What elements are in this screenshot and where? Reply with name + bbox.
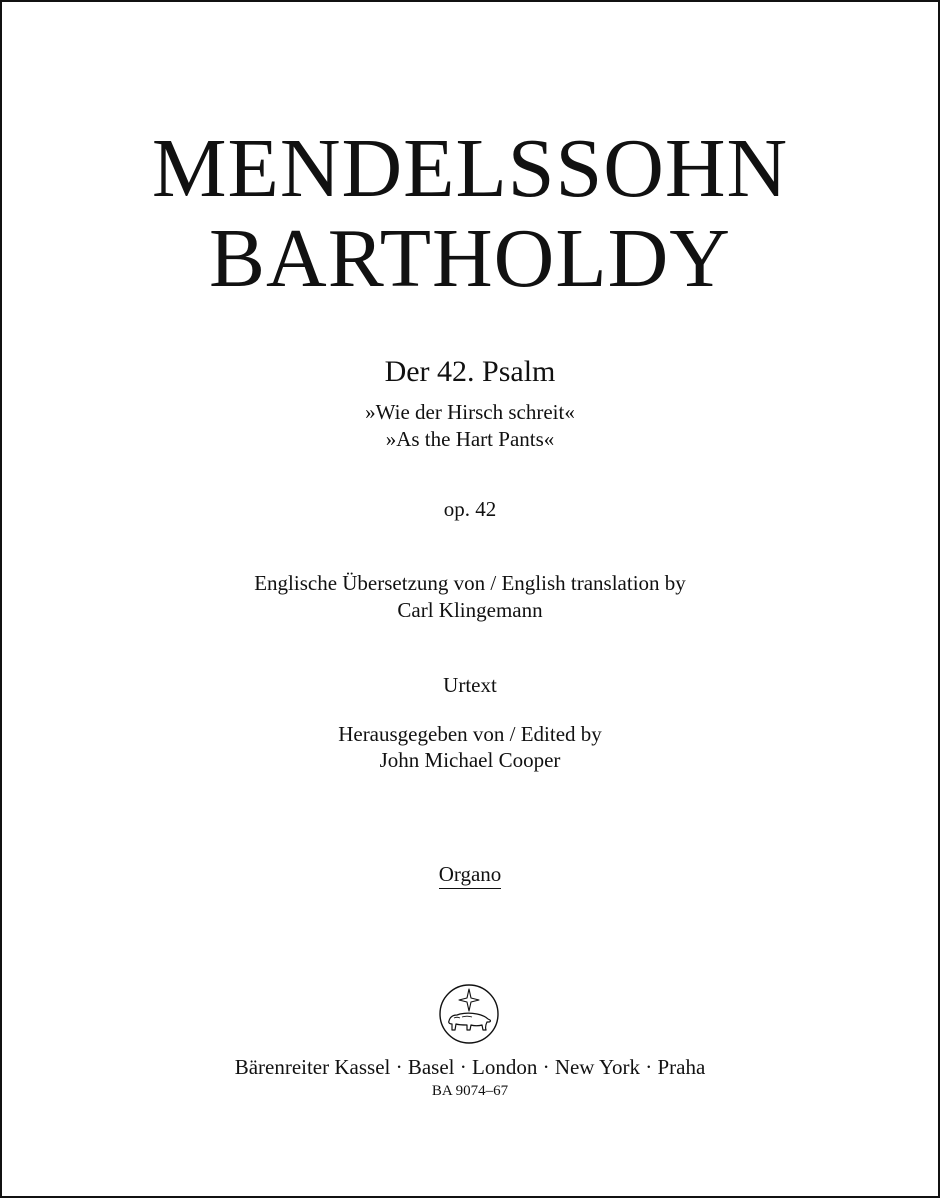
publisher-cities: Bärenreiter Kassel · Basel · London · New York · Praha (234, 1055, 706, 1079)
translator-name: Carl Klingemann (397, 598, 543, 622)
opus-number: op. 42 (443, 497, 497, 521)
part-label-wrapper (2, 864, 938, 889)
composer-name-line-1: MENDELSSOHN (151, 122, 789, 215)
urtext-label: Urtext (443, 673, 497, 697)
subtitle-english: »As the Hart Pants« (385, 427, 555, 451)
editor-label: Herausgegeben von / Edited by (338, 722, 602, 746)
translation-label: Englische Übersetzung von / English translation by (254, 571, 686, 595)
composer-name-line-2: BARTHOLDY (209, 212, 731, 305)
baerenreiter-bear-star-icon (438, 983, 500, 1045)
subtitle-german: »Wie der Hirsch schreit« (365, 400, 575, 424)
editor-name: John Michael Cooper (379, 748, 561, 772)
work-title: Der 42. Psalm (384, 355, 556, 388)
catalog-number: BA 9074–67 (431, 1083, 509, 1099)
part-label: Organo (439, 864, 502, 889)
